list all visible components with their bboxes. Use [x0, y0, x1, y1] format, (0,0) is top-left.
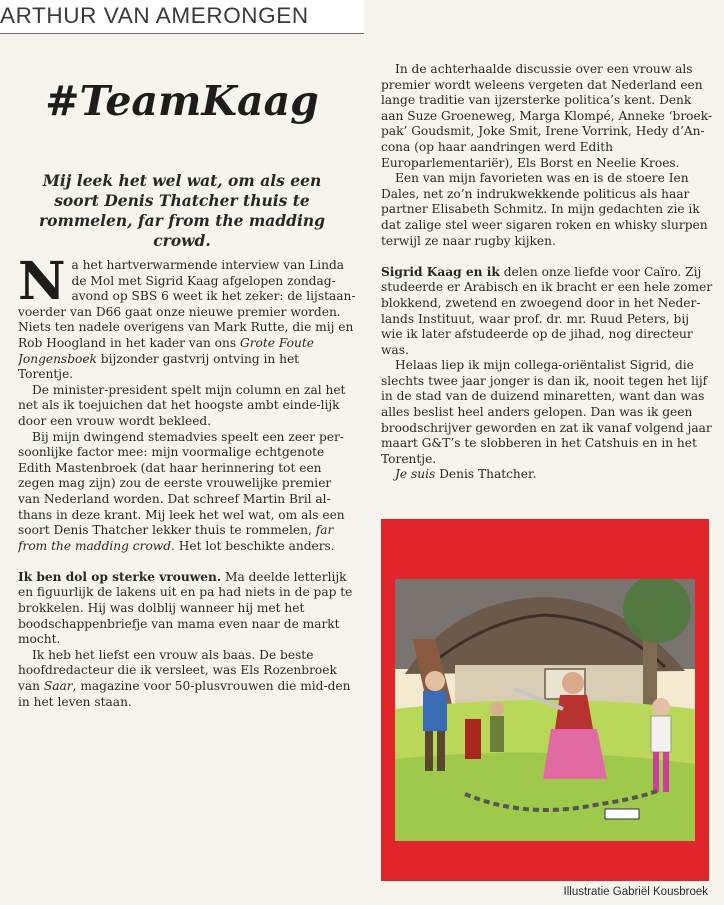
paragraph-5: Ik heb het liefst een vrouw als baas. De beste hoofdredacteur die ik versleet, was Els Rozenbroek van Saar, magazine voor 50-plusvrouwen die mid-den in het leven staan. [18, 647, 351, 709]
drop-cap: N [18, 258, 66, 312]
illustration [381, 519, 709, 881]
paragraph-4: Ik ben dol op sterke vrouwen. Ma deelde letterlijk en figuurlijk de lakens uit en pa had niets in de pap te brokkelen. Hij was dolblij wanneer hij met het boodschappenbriefje van mama even naar de markt mocht. [18, 569, 353, 647]
paragraph-8: Sigrid Kaag en ik delen onze liefde voor Caïro. Zij studeerde er Arabisch en ik bracht er een hele zomer blokkend, zwetend en zwoegend door in het Neder-lands Instituut, waar prof. dr. mr. Ruud Peters, bij wie ik later afstudeerde op de jihad, nog directeur was. [381, 264, 713, 357]
right-column [381, 62, 713, 483]
paragraph-1: Na het hartverwarmende interview van Linda de Mol met Sigrid Kaag afgelopen zondag-avond op SBS 6 weet ik het zeker: de lijstaan-voerder van D66 gaat onze nieuwe premier worden. Niets ten nadele overigens van Mark Rutte, die mij en Rob Hoogland in het kader van ons Grote Foute Jongensboek bijzonder gastvrij ontving in het Torentje. [18, 258, 356, 382]
paragraph-7: Een van mijn favorieten was en is de stoere Ien Dales, net zo’n indrukwekkende politicus als haar partner Elisabeth Schmitz. In mijn gedachten zie ik dat zalige stel weer sigaren roken en whisky slurpen terwijl ze naar rugby kijken. [381, 171, 708, 248]
headline: #TeamKaag [45, 77, 319, 125]
paragraph-6: In de achterhaalde discussie over een vrouw als premier wordt weleens vergeten dat Nederland een lange traditie van ijzersterke politica’s kent. Denk aan Suze Groeneweg, Marga Klompé, Anneke ‘broek-pak’ Goudsmit, Joke Smit, Irene Vorrink, Hedy d’An-cona (op haar aandringen werd Edith Europarlementariër), Els Borst en Neelie Kroes. [381, 62, 713, 170]
author-name: ARTHUR VAN AMERONGEN [0, 3, 309, 28]
paragraph-9: Helaas liep ik mijn collega-oriëntalist Sigrid, die slechts twee jaar jonger is dan ik, nooit tegen het lijf in de stad van de duizend minaretten, want dan was alles beslist heel anders gelopen. Dan was ik geen broodschrijver geworden en zat ik vanaf volgend jaar maart G&T’s te slobberen in het Catshuis en in het Torentje. [381, 358, 712, 466]
figure-child [490, 702, 504, 752]
paragraph-2: De minister-president spelt mijn column en zal het net als ik toejuichen dat het hoogste ambt einde-lijk door een vrouw wordt bekleed. [18, 382, 346, 428]
illustration-drawing [395, 579, 695, 841]
paragraph-3: Bij mijn dwingend stemadvies speelt een zeer per-soonlijke factor mee: mijn voormalige echtgenote Edith Mastenbroek (dat haar herinnering tot een zegen mag zijn) zou de eerste vrouwelijke premier van Nederland worden. Dat schreef Martin Bril al-thans in deze krant. Mij leek het wel wat, om als een soort Denis Thatcher lekker thuis te rommelen, far from the madding crowd. Het lot beschikte anders. [18, 429, 345, 553]
left-column [18, 258, 356, 736]
illustration-credit: Illustratie Gabriël Kousbroek [563, 886, 708, 898]
lead-in: Ik ben dol op sterke vrouwen. [18, 569, 222, 584]
author-bar [0, 0, 364, 34]
paragraph-10: Je suis Denis Thatcher. [395, 467, 537, 482]
intro-quote: Mij leek het wel wat, om als een soort Denis Thatcher thuis te rommelen, far from the madding crowd. [38, 171, 326, 250]
lead-in: Sigrid Kaag en ik [381, 264, 500, 279]
